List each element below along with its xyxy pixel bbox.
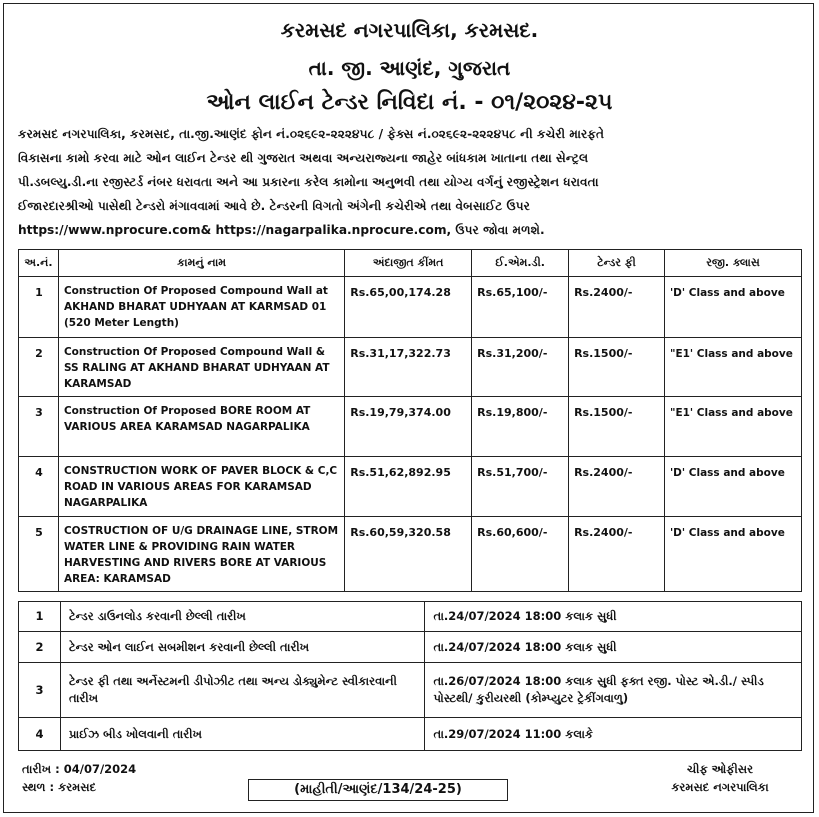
notice-title-municipality: કરમસદ નગરપાલિકા, કરમસદ.: [280, 18, 539, 42]
intro-line: ઈજારદારશ્રીઓ પાસેથી ટેન્ડરો મંગાવવામાં આવે છે. ટેન્ડરની વિગતો અંગેની કચેરીએ તથા વેબસાઈટ ઉપર: [18, 199, 530, 213]
schedule-value: તા.29/07/2024 11:00 કલાકે: [425, 718, 802, 751]
row-registration-class: "E1' Class and above: [664, 338, 801, 397]
schedule-label: ટેન્ડર ઓન લાઈન સબમીશન કરવાની છેલ્લી તારીખ: [60, 632, 424, 663]
signatory-title: ચીફ ઓફીસર: [686, 762, 754, 776]
row-tender-fee: Rs.2400/-: [569, 517, 665, 592]
intro-line: કરમસદ નગરપાલિકા, કરમસદ, તા.જી.આણંદ ફોન નં.૦૨૬૯૨-૨૨૨૪૫૮ / ફેક્સ નં.૦૨૬૯૨-૨૨૨૪૫૮ ની કચેરી મારફતે: [18, 127, 605, 141]
tender-table-header: [19, 250, 802, 277]
table-row: [19, 277, 802, 338]
table-row: [19, 397, 802, 457]
tender-table: [18, 249, 802, 592]
schedule-serial: 3: [19, 663, 61, 718]
row-work-name: COSTRUCTION OF U/G DRAINAGE LINE, STROM WATER LINE & PROVIDING RAIN WATER HARVESTING AND RIVERS BORE AT VARIOUS AREA: KARAMSAD: [58, 517, 344, 592]
row-work-name: Construction Of Proposed Compound Wall at AKHAND BHARAT UDHYAAN AT KARMSAD 01 (520 Meter Length): [58, 277, 344, 338]
row-estimated-cost: Rs.65,00,174.28: [345, 277, 472, 338]
footer-reference-number: (માહીતી/આણંદ/134/24-25): [248, 779, 508, 801]
schedule-row: [19, 718, 802, 751]
intro-line: વિકાસના કામો કરવા માટે ઓન લાઈન ટેન્ડર થી ગુજરાત અથવા અન્યરાજ્યના જાહેર બાંધકામ ખાતાના તથા સેન્ટ્રલ: [18, 151, 589, 165]
schedule-row: [19, 602, 802, 632]
schedule-label: ટેન્ડર ડાઉનલોડ કરવાની છેલ્લી તારીખ: [60, 602, 424, 632]
row-work-name: CONSTRUCTION WORK OF PAVER BLOCK & C,C ROAD IN VARIOUS AREAS FOR KARAMSAD NAGARPALIKA: [58, 457, 344, 517]
row-registration-class: 'D' Class and above: [664, 277, 801, 338]
row-estimated-cost: Rs.31,17,322.73: [345, 338, 472, 397]
row-emd: Rs.51,700/-: [472, 457, 569, 517]
schedule-table: [18, 601, 802, 751]
schedule-row: [19, 632, 802, 663]
footer-signatory: [640, 760, 800, 796]
schedule-value: તા.24/07/2024 18:00 કલાક સુધી: [425, 632, 802, 663]
footer-place: સ્થળ : કરમસદ: [22, 780, 97, 794]
row-serial: 2: [19, 338, 59, 397]
footer-date-place: [22, 760, 136, 796]
signatory-organization: કરમસદ નગરપાલિકા: [671, 780, 769, 794]
intro-paragraph: [18, 122, 802, 242]
schedule-value: તા.26/07/2024 18:00 કલાક સુધી ફક્ત રજી. પોસ્ટ એ.ડી./ સ્પીડ પોસ્ટથી/ કુરીયરથી (કોમ્પ્યુટર ટ્રેકીંગવાળુ): [425, 663, 802, 718]
row-emd: Rs.31,200/-: [472, 338, 569, 397]
row-registration-class: "E1' Class and above: [664, 397, 801, 457]
header-tender-fee: ટેન્ડર ફી: [569, 250, 665, 277]
row-tender-fee: Rs.2400/-: [569, 277, 665, 338]
row-emd: Rs.60,600/-: [472, 517, 569, 592]
header-serial: અ.નં.: [19, 250, 59, 277]
row-estimated-cost: Rs.60,59,320.58: [345, 517, 472, 592]
row-tender-fee: Rs.1500/-: [569, 397, 665, 457]
notice-title-tender-number: ઓન લાઈન ટેન્ડર નિવિદા નં. - ૦૧/૨૦૨૪-૨૫: [206, 90, 613, 115]
row-serial: 3: [19, 397, 59, 457]
table-row: [19, 517, 802, 592]
row-serial: 1: [19, 277, 59, 338]
intro-line: પી.ડબલ્યુ.ડી.ના રજીસ્ટર્ડ નંબર ધરાવતા અને આ પ્રકારના કરેલ કામોના અનુભવી તથા યોગ્ય વર્ગનું રજીસ્ટ્રેશન ધરાવતા: [18, 175, 599, 189]
intro-line-links: https://www.nprocure.com& https://nagarpalika.nprocure.com, ઉપર જોવા મળશે.: [18, 223, 545, 237]
schedule-row: [19, 663, 802, 718]
schedule-serial: 4: [19, 718, 61, 751]
row-registration-class: 'D' Class and above: [664, 517, 801, 592]
row-estimated-cost: Rs.51,62,892.95: [345, 457, 472, 517]
row-emd: Rs.19,800/-: [472, 397, 569, 457]
row-serial: 4: [19, 457, 59, 517]
schedule-serial: 1: [19, 602, 61, 632]
header-registration-class: રજી. ક્લાસ: [664, 250, 801, 277]
table-row: [19, 338, 802, 397]
header-emd: ઈ.એમ.ડી.: [472, 250, 569, 277]
schedule-serial: 2: [19, 632, 61, 663]
row-work-name: Construction Of Proposed BORE ROOM AT VARIOUS AREA KARAMSAD NAGARPALIKA: [58, 397, 344, 457]
table-row: [19, 457, 802, 517]
schedule-value: તા.24/07/2024 18:00 કલાક સુધી: [425, 602, 802, 632]
notice-title-location: તા. જી. આણંદ, ગુજરાત: [308, 56, 511, 80]
row-work-name: Construction Of Proposed Compound Wall & SS RALING AT AKHAND BHARAT UDHYAAN AT KARAMSAD: [58, 338, 344, 397]
row-emd: Rs.65,100/-: [472, 277, 569, 338]
row-registration-class: 'D' Class and above: [664, 457, 801, 517]
schedule-label: ટેન્ડર ફી તથા અર્નેસ્ટમની ડીપોઝીટ તથા અન્ય ડોક્યુમેન્ટ સ્વીકારવાની તારીખ: [60, 663, 424, 718]
header-work-name: કામનું નામ: [58, 250, 344, 277]
header-estimated-cost: અંદાજીત કીંમત: [345, 250, 472, 277]
row-tender-fee: Rs.1500/-: [569, 338, 665, 397]
row-estimated-cost: Rs.19,79,374.00: [345, 397, 472, 457]
schedule-label: પ્રાઈઝ બીડ ખોલવાની તારીખ: [60, 718, 424, 751]
row-serial: 5: [19, 517, 59, 592]
footer-date: તારીખ : 04/07/2024: [22, 762, 137, 776]
row-tender-fee: Rs.2400/-: [569, 457, 665, 517]
